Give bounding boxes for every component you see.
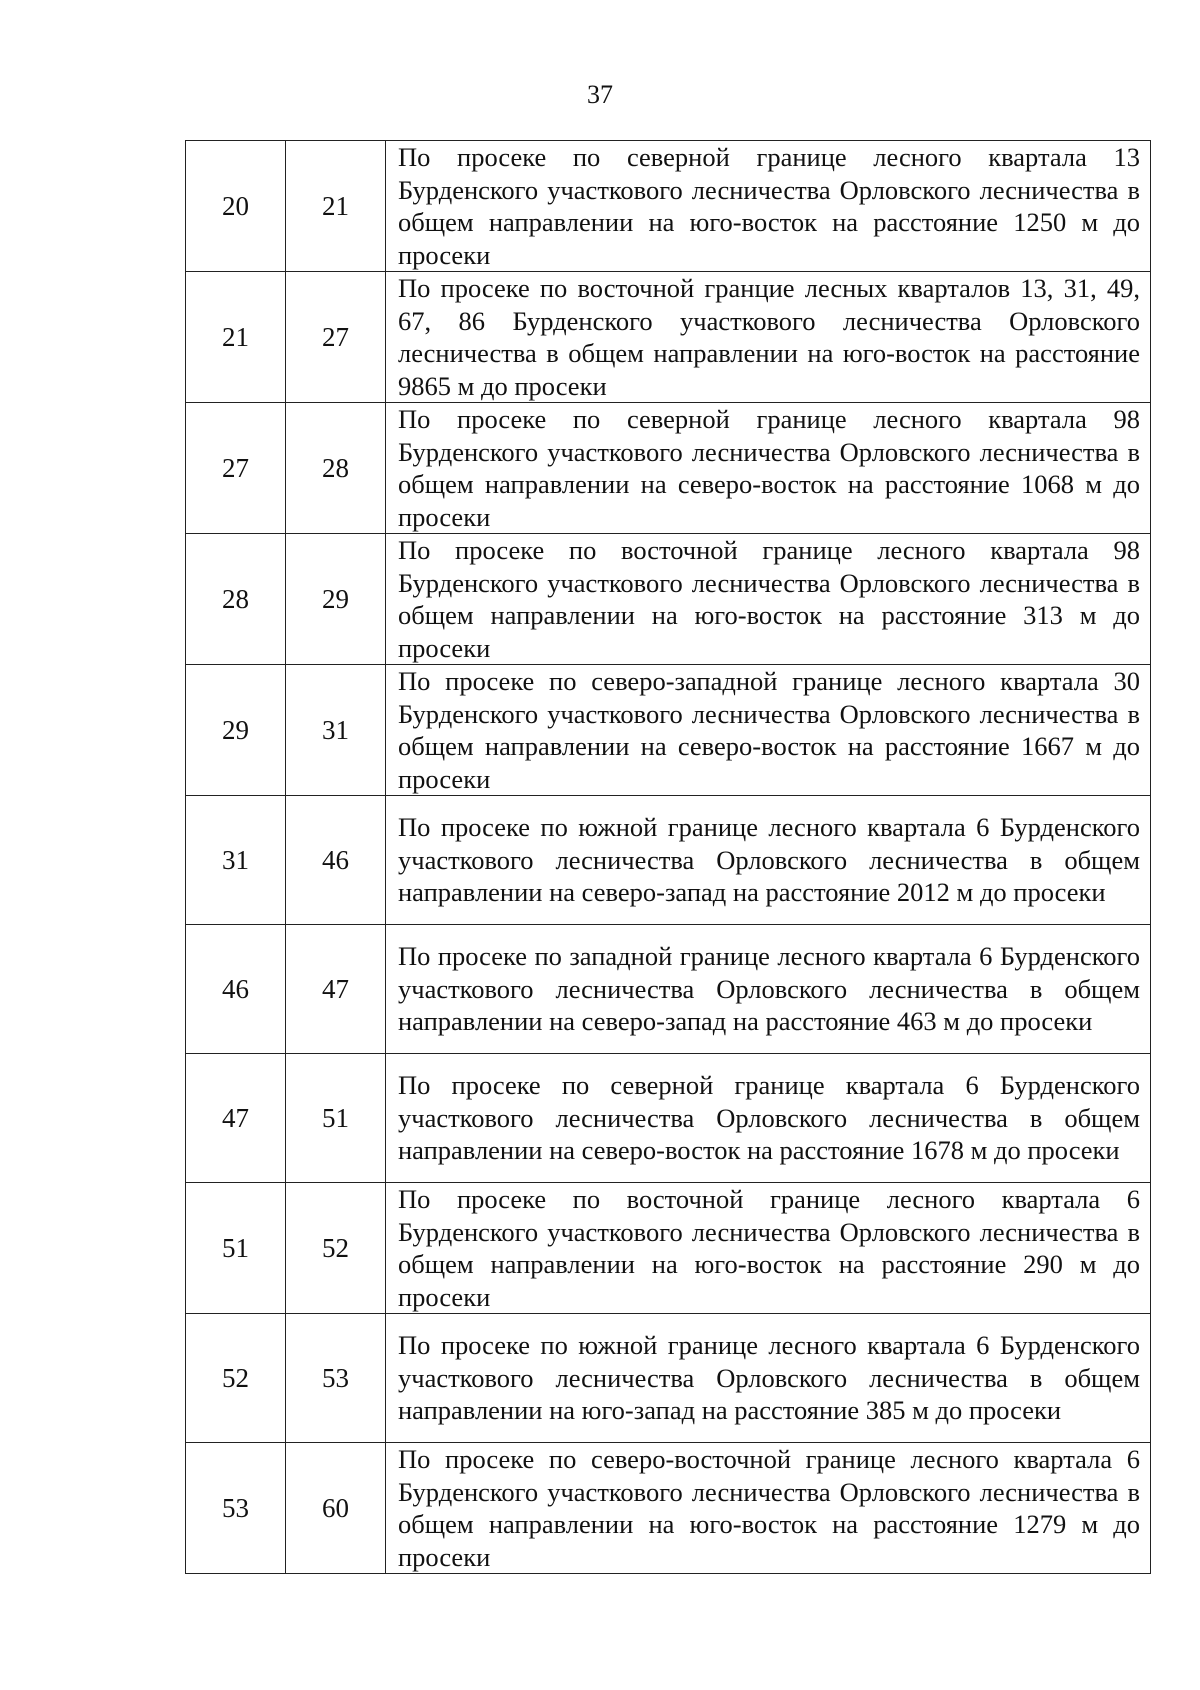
to-point-cell: 31	[286, 665, 386, 796]
to-point-cell: 28	[286, 403, 386, 534]
from-point-cell: 47	[186, 1054, 286, 1183]
description-cell: По просеке по восточной границе лесного квартала 98 Бурденского участкового лесничества Орловского лесничества в общем направлении на юго-восток на расстояние 313 м до просеки	[386, 534, 1151, 665]
from-point-cell: 31	[186, 796, 286, 925]
table-row	[186, 534, 1151, 665]
description-cell: По просеке по северной границе лесного квартала 98 Бурденского участкового лесничества Орловского лесничества в общем направлении на северо-восток на расстояние 1068 м до просеки	[386, 403, 1151, 534]
table-row	[186, 1443, 1151, 1574]
description-cell: По просеке по северо-западной границе лесного квартала 30 Бурденского участкового лесничества Орловского лесничества в общем направлении на северо-восток на расстояние 1667 м до просеки	[386, 665, 1151, 796]
to-point-cell: 60	[286, 1443, 386, 1574]
description-cell: По просеке по южной границе лесного квартала 6 Бурденского участкового лесничества Орловского лесничества в общем направлении на юго-запад на расстояние 385 м до просеки	[386, 1314, 1151, 1443]
from-point-cell: 51	[186, 1183, 286, 1314]
description-cell: По просеке по западной границе лесного квартала 6 Бурденского участкового лесничества Орловского лесничества в общем направлении на северо-запад на расстояние 463 м до просеки	[386, 925, 1151, 1054]
from-point-cell: 20	[186, 141, 286, 272]
to-point-cell: 53	[286, 1314, 386, 1443]
from-point-cell: 29	[186, 665, 286, 796]
table-row	[186, 1054, 1151, 1183]
to-point-cell: 21	[286, 141, 386, 272]
to-point-cell: 27	[286, 272, 386, 403]
table-row	[186, 925, 1151, 1054]
description-cell: По просеке по восточной границе лесного квартала 6 Бурденского участкового лесничества Орловского лесничества в общем направлении на юго-восток на расстояние 290 м до просеки	[386, 1183, 1151, 1314]
description-cell: По просеке по северной границе квартала 6 Бурденского участкового лесничества Орловского лесничества в общем направлении на северо-восток на расстояние 1678 м до просеки	[386, 1054, 1151, 1183]
from-point-cell: 52	[186, 1314, 286, 1443]
table-row	[186, 1314, 1151, 1443]
table-row	[186, 1183, 1151, 1314]
to-point-cell: 29	[286, 534, 386, 665]
description-cell: По просеке по северо-восточной границе лесного квартала 6 Бурденского участкового лесничества Орловского лесничества в общем направлении на юго-восток на расстояние 1279 м до просеки	[386, 1443, 1151, 1574]
from-point-cell: 46	[186, 925, 286, 1054]
table-row	[186, 665, 1151, 796]
to-point-cell: 51	[286, 1054, 386, 1183]
table-row	[186, 796, 1151, 925]
table-row	[186, 403, 1151, 534]
table-row	[186, 141, 1151, 272]
from-point-cell: 28	[186, 534, 286, 665]
description-cell: По просеке по южной границе лесного квартала 6 Бурденского участкового лесничества Орловского лесничества в общем направлении на северо-запад на расстояние 2012 м до просеки	[386, 796, 1151, 925]
page-number: 37	[587, 80, 613, 109]
description-cell: По просеке по северной границе лесного квартала 13 Бурденского участкового лесничества Орловского лесничества в общем направлении на юго-восток на расстояние 1250 м до просеки	[386, 141, 1151, 272]
to-point-cell: 46	[286, 796, 386, 925]
from-point-cell: 53	[186, 1443, 286, 1574]
from-point-cell: 27	[186, 403, 286, 534]
description-cell: По просеке по восточной гранцие лесных кварталов 13, 31, 49, 67, 86 Бурденского участкового лесничества Орловского лесничества в общем направлении на юго-восток на расстояние 9865 м до просеки	[386, 272, 1151, 403]
boundary-table	[185, 140, 1151, 1574]
table-row	[186, 272, 1151, 403]
from-point-cell: 21	[186, 272, 286, 403]
to-point-cell: 52	[286, 1183, 386, 1314]
to-point-cell: 47	[286, 925, 386, 1054]
